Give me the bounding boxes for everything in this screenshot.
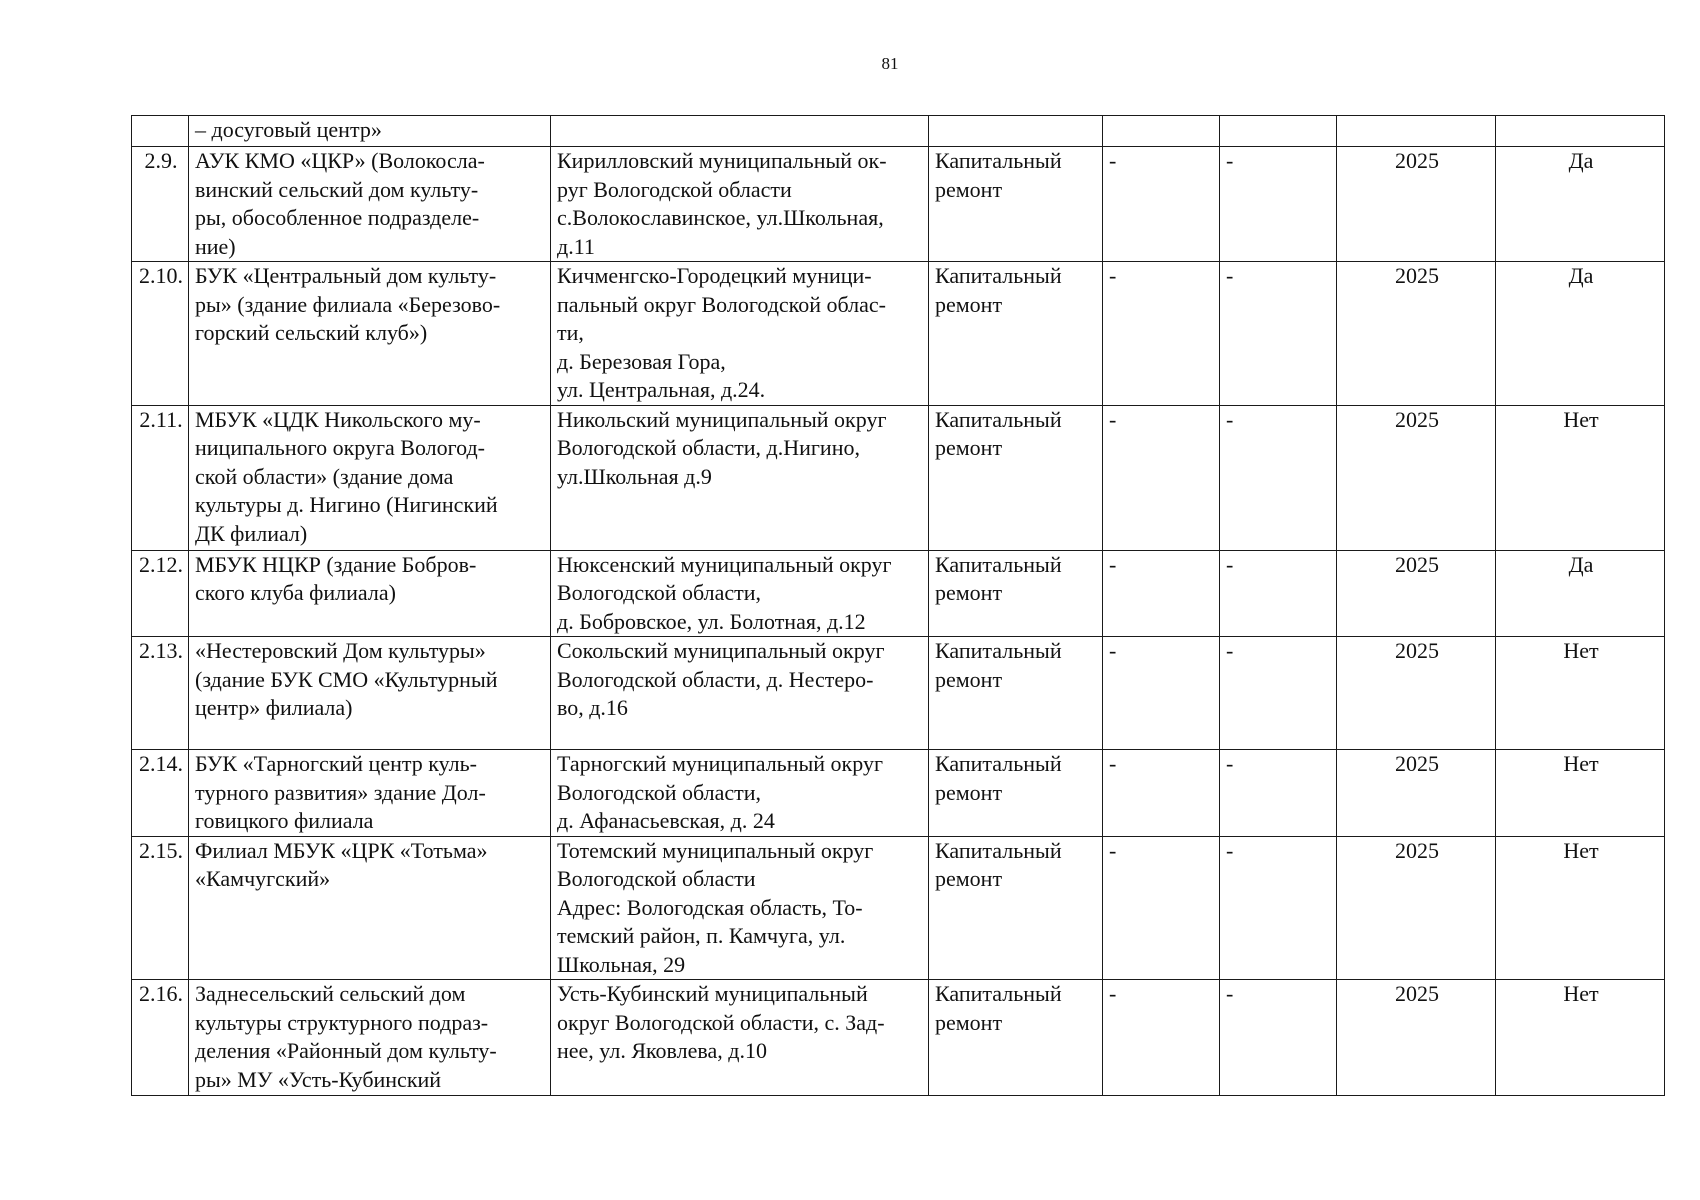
cell-text-line: ремонт	[935, 779, 1003, 805]
cell-text-line: Тарногский муниципальный округ	[557, 751, 883, 776]
table-row	[132, 405, 1665, 550]
cell-text-line: Капитальный	[935, 837, 1062, 863]
flag-cell: Нет	[1496, 637, 1665, 750]
address-cell	[551, 116, 929, 147]
address-cell	[551, 147, 929, 262]
cell-text-line: Капитальный	[935, 263, 1062, 288]
institution-name-cell	[189, 637, 551, 750]
cell-text-line: Филиал МБУК «ЦРК «Тотьма»	[195, 837, 488, 863]
column-6-cell: -	[1220, 405, 1337, 550]
cell-text-line: ремонт	[935, 666, 1003, 692]
row-number-cell: 2.16.	[132, 980, 189, 1096]
institution-name-cell	[189, 405, 551, 550]
row-number-cell: 2.10.	[132, 262, 189, 406]
cell-text-line: ДК филиал)	[195, 520, 308, 546]
institution-name-cell	[189, 550, 551, 637]
institution-name-cell	[189, 147, 551, 262]
address-cell	[551, 750, 929, 837]
cell-text-line: д. Афанасьевская, д. 24	[557, 808, 775, 833]
work-type-cell	[929, 836, 1103, 980]
address-cell	[551, 637, 929, 750]
cell-text-line: д. Бобровское, ул. Болотная, д.12	[557, 608, 866, 634]
cell-text-line: Капитальный	[935, 148, 1062, 173]
column-5-cell: -	[1103, 980, 1220, 1096]
row-number-cell: 2.14.	[132, 750, 189, 837]
table-row	[132, 980, 1665, 1096]
cell-text-line: с.Волокославинское, ул.Школьная,	[557, 205, 884, 230]
cell-text-line: Капитальный	[935, 406, 1062, 432]
cell-text-line: культуры структурного подраз-	[195, 1009, 489, 1035]
cell-text-line: Адрес: Вологодская область, То-	[557, 894, 863, 920]
table-row	[132, 637, 1665, 750]
cell-text-line: д. Березовая Гора,	[557, 348, 726, 374]
work-type-cell	[929, 980, 1103, 1096]
cell-text-line: винский сельский дом культу-	[195, 176, 479, 202]
cell-text-line: д.11	[557, 233, 595, 259]
cell-text-line: Капитальный	[935, 751, 1062, 776]
cell-text-line: ремонт	[935, 291, 1003, 317]
cell-text-line: горский сельский клуб»)	[195, 320, 428, 345]
row-number-cell: 2.13.	[132, 637, 189, 750]
work-type-cell	[929, 750, 1103, 837]
flag-cell: Да	[1496, 262, 1665, 406]
flag-cell: Нет	[1496, 980, 1665, 1096]
cell-text-line: ул. Центральная, д.24.	[557, 377, 766, 402]
address-cell	[551, 262, 929, 406]
cell-text-line: «Камчугский»	[195, 866, 331, 891]
table-row	[132, 750, 1665, 837]
cell-text-line: Вологодской области,	[557, 779, 762, 805]
year-cell: 2025	[1337, 405, 1496, 550]
column-5-cell: -	[1103, 637, 1220, 750]
column-6-cell: -	[1220, 262, 1337, 406]
cell-text-line: Тотемский муниципальный округ	[557, 837, 874, 863]
column-6-cell: -	[1220, 147, 1337, 262]
cell-text-line: турного развития» здание Дол-	[195, 779, 486, 805]
cell-text-line: Вологодской области, д.Нигино,	[557, 435, 860, 460]
cell-text-line: Капитальный	[935, 981, 1062, 1006]
cell-text-line: Сокольский муниципальный округ	[557, 638, 885, 663]
cell-text-line: «Нестеровский Дом культуры»	[195, 638, 486, 663]
cell-text-line: округ Вологодской области, с. Зад-	[557, 1009, 885, 1035]
flag-cell: Да	[1496, 147, 1665, 262]
flag-cell: Да	[1496, 550, 1665, 637]
cell-text-line: Вологодской области, д. Нестеро-	[557, 666, 874, 692]
cell-text-line: БУК «Тарногский центр куль-	[195, 751, 478, 776]
table-row	[132, 550, 1665, 637]
address-cell	[551, 980, 929, 1096]
cell-text-line: темский район, п. Камчуга, ул.	[557, 923, 846, 948]
cell-text-line: ремонт	[935, 435, 1003, 460]
cell-text-line: во, д.16	[557, 695, 628, 720]
flag-cell: Нет	[1496, 836, 1665, 980]
work-type-cell	[929, 116, 1103, 147]
institution-name-cell	[189, 980, 551, 1096]
cell-text-line: Нюксенский муниципальный округ	[557, 551, 892, 577]
cell-text-line: Заднесельский сельский дом	[195, 981, 466, 1006]
work-type-cell	[929, 147, 1103, 262]
work-type-cell	[929, 405, 1103, 550]
row-number-cell: 2.15.	[132, 836, 189, 980]
cell-text-line: Кичменгско-Городецкий муници-	[557, 263, 872, 288]
row-number-cell	[132, 116, 189, 147]
work-type-cell	[929, 637, 1103, 750]
cell-text-line: ры» (здание филиала «Березово-	[195, 291, 501, 317]
table-body	[132, 116, 1665, 1096]
institution-name-cell	[189, 116, 551, 147]
year-cell: 2025	[1337, 750, 1496, 837]
institution-name-cell	[189, 750, 551, 837]
cell-text-line: деления «Районный дом культу-	[195, 1038, 497, 1063]
cell-text-line: Никольский муниципальный округ	[557, 406, 887, 432]
cell-text-line: ти,	[557, 320, 584, 345]
cell-text-line: МБУК «ЦДК Никольского му-	[195, 406, 481, 432]
row-number-cell: 2.9.	[132, 147, 189, 262]
cell-text-line: ремонт	[935, 580, 1003, 605]
column-5-cell: -	[1103, 262, 1220, 406]
cell-text-line: ры, обособленное подразделе-	[195, 205, 480, 230]
cell-text-line: ул.Школьная д.9	[557, 463, 712, 489]
cell-text-line: Вологодской области	[557, 866, 756, 891]
cell-text-line: АУК КМО «ЦКР» (Волокосла-	[195, 148, 485, 173]
page-number: 81	[881, 54, 899, 73]
cell-text-line: ской области» (здание дома	[195, 463, 454, 489]
cell-text-line: Усть-Кубинский муниципальный	[557, 981, 868, 1006]
year-cell	[1337, 116, 1496, 147]
column-6-cell: -	[1220, 980, 1337, 1096]
cell-text-line: ры» МУ «Усть-Кубинский	[195, 1066, 442, 1092]
column-5-cell: -	[1103, 550, 1220, 637]
column-6-cell: -	[1220, 550, 1337, 637]
cell-text-line: МБУК НЦКР (здание Бобров-	[195, 551, 477, 577]
cell-text-line: ниципального округа Вологод-	[195, 435, 485, 460]
row-number-cell: 2.12.	[132, 550, 189, 637]
address-cell	[551, 550, 929, 637]
cell-text-line: ние)	[195, 233, 236, 259]
flag-cell: Нет	[1496, 405, 1665, 550]
cell-text-line: – досуговый центр»	[195, 117, 382, 142]
cell-text-line: Вологодской области,	[557, 580, 762, 605]
flag-cell: Нет	[1496, 750, 1665, 837]
year-cell: 2025	[1337, 980, 1496, 1096]
address-cell	[551, 836, 929, 980]
table-row	[132, 147, 1665, 262]
year-cell: 2025	[1337, 147, 1496, 262]
cell-text-line: ремонт	[935, 866, 1003, 891]
column-6-cell: -	[1220, 637, 1337, 750]
cell-text-line: нее, ул. Яковлева, д.10	[557, 1038, 767, 1063]
table-row	[132, 116, 1665, 147]
cell-text-line: ремонт	[935, 1009, 1003, 1035]
cell-text-line: пальный округ Вологодской облас-	[557, 291, 886, 317]
address-cell	[551, 405, 929, 550]
column-5-cell: -	[1103, 836, 1220, 980]
work-type-cell	[929, 262, 1103, 406]
flag-cell	[1496, 116, 1665, 147]
column-6-cell: -	[1220, 836, 1337, 980]
institution-name-cell	[189, 836, 551, 980]
cell-text-line: ремонт	[935, 176, 1003, 202]
column-5-cell: -	[1103, 750, 1220, 837]
column-5-cell: -	[1103, 405, 1220, 550]
cell-text-line: Школьная, 29	[557, 951, 686, 977]
cell-text-line: руг Вологодской области	[557, 176, 792, 202]
cell-text-line: Капитальный	[935, 551, 1062, 577]
row-number-cell: 2.11.	[132, 405, 189, 550]
year-cell: 2025	[1337, 836, 1496, 980]
year-cell: 2025	[1337, 262, 1496, 406]
cell-text-line: говицкого филиала	[195, 808, 374, 833]
facilities-table	[131, 115, 1665, 1096]
table-row	[132, 262, 1665, 406]
cell-text-line: (здание БУК СМО «Культурный	[195, 666, 498, 692]
column-6-cell	[1220, 116, 1337, 147]
column-5-cell	[1103, 116, 1220, 147]
table-row	[132, 836, 1665, 980]
column-5-cell: -	[1103, 147, 1220, 262]
cell-text-line: Кирилловский муниципальный ок-	[557, 148, 887, 173]
cell-text-line: центр» филиала)	[195, 695, 353, 720]
cell-text-line: ского клуба филиала)	[195, 580, 396, 605]
cell-text-line: культуры д. Нигино (Нигинский	[195, 492, 498, 517]
column-6-cell: -	[1220, 750, 1337, 837]
cell-text-line: Капитальный	[935, 638, 1062, 663]
institution-name-cell	[189, 262, 551, 406]
year-cell: 2025	[1337, 637, 1496, 750]
year-cell: 2025	[1337, 550, 1496, 637]
work-type-cell	[929, 550, 1103, 637]
cell-text-line: БУК «Центральный дом культу-	[195, 263, 497, 288]
